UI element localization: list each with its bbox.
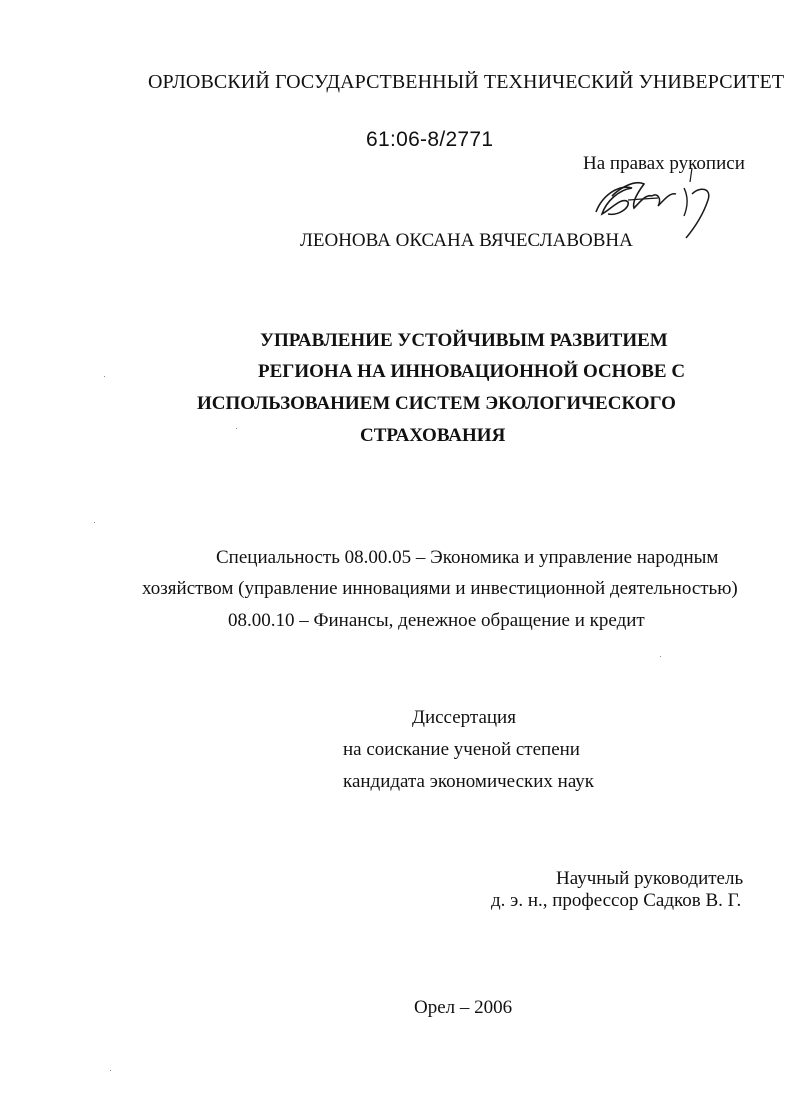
- degree-line: кандидата экономических наук: [343, 771, 595, 792]
- title-line: УПРАВЛЕНИЕ УСТОЙЧИВЫМ РАЗВИТИЕМ: [260, 330, 668, 351]
- scan-speck: [660, 656, 661, 657]
- supervisor-name: д. э. н., профессор Садков В. Г.: [491, 890, 742, 911]
- scan-speck: [236, 428, 237, 429]
- rights-note: На правах рукописи: [583, 153, 745, 174]
- stamp-code: 61:06-8/2771: [366, 128, 494, 151]
- scan-speck: [104, 376, 105, 377]
- scan-speck: [110, 1070, 111, 1071]
- degree-line: Диссертация: [412, 707, 516, 728]
- specialty-line: 08.00.10 – Финансы, денежное обращение и кредит: [228, 610, 645, 631]
- degree-line: на соискание ученой степени: [343, 739, 580, 760]
- university-name: ОРЛОВСКИЙ ГОСУДАРСТВЕННЫЙ ТЕХНИЧЕСКИЙ УНИВЕРСИТЕТ: [148, 71, 785, 93]
- city-year: Орел – 2006: [414, 997, 513, 1018]
- title-line: ИСПОЛЬЗОВАНИЕМ СИСТЕМ ЭКОЛОГИЧЕСКОГО: [197, 393, 676, 414]
- author-name: ЛЕОНОВА ОКСАНА ВЯЧЕСЛАВОВНА: [300, 230, 633, 251]
- supervisor-role: Научный руководитель: [556, 868, 744, 889]
- title-line: РЕГИОНА НА ИННОВАЦИОННОЙ ОСНОВЕ С: [258, 361, 686, 382]
- scan-speck: [94, 522, 95, 523]
- title-line: СТРАХОВАНИЯ: [360, 425, 506, 446]
- specialty-line: хозяйством (управление инновациями и инвестиционной деятельностью): [142, 578, 738, 599]
- specialty-line: Специальность 08.00.05 – Экономика и управление народным: [216, 547, 719, 568]
